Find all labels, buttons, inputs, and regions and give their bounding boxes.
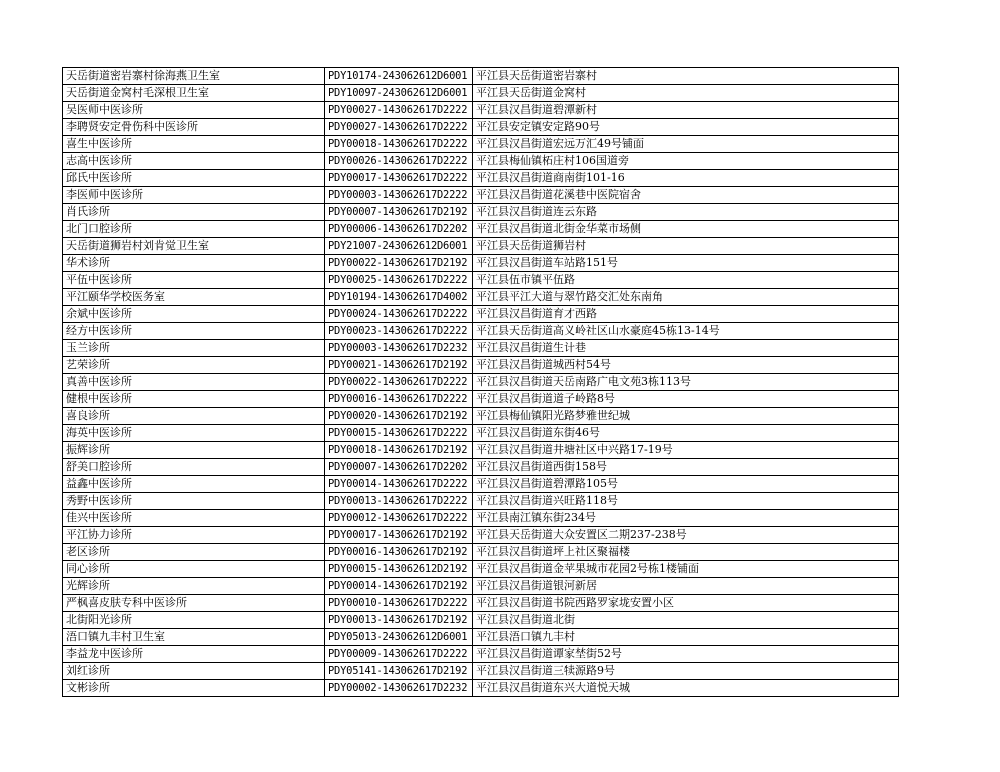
license-code-cell: PDY05013-243062612D6001 bbox=[325, 629, 473, 646]
institution-name-cell: 益鑫中医诊所 bbox=[63, 476, 325, 493]
address-cell: 平江县汉昌街道商南街101-16 bbox=[473, 170, 899, 187]
license-code-cell: PDY00015-143062612D2192 bbox=[325, 561, 473, 578]
address-cell: 平江县汉昌街道育才西路 bbox=[473, 306, 899, 323]
address-cell: 平江县汉昌街道碧潭路105号 bbox=[473, 476, 899, 493]
table-row bbox=[63, 578, 899, 595]
address-cell: 平江县汉昌街道碧潭新村 bbox=[473, 102, 899, 119]
license-code-cell: PDY00017-143062617D2222 bbox=[325, 170, 473, 187]
address-cell: 平江县天岳街道金窝村 bbox=[473, 85, 899, 102]
license-code-cell: PDY00021-143062617D2192 bbox=[325, 357, 473, 374]
institution-name-cell: 余斌中医诊所 bbox=[63, 306, 325, 323]
address-cell: 平江县汉昌街道兴旺路118号 bbox=[473, 493, 899, 510]
address-cell: 平江县汉昌街道西街158号 bbox=[473, 459, 899, 476]
license-code-cell: PDY00023-143062617D2222 bbox=[325, 323, 473, 340]
institution-name-cell: 玉兰诊所 bbox=[63, 340, 325, 357]
address-cell: 平江县汉昌街道东兴大道悦天城 bbox=[473, 680, 899, 697]
license-code-cell: PDY00016-143062617D2192 bbox=[325, 544, 473, 561]
table-row bbox=[63, 544, 899, 561]
institution-name-cell: 浯口镇九丰村卫生室 bbox=[63, 629, 325, 646]
address-cell: 平江县天岳街道密岩寨村 bbox=[473, 68, 899, 85]
institution-name-cell: 刘红诊所 bbox=[63, 663, 325, 680]
license-code-cell: PDY00018-143062617D2192 bbox=[325, 442, 473, 459]
table-row bbox=[63, 510, 899, 527]
address-cell: 平江县安定镇安定路90号 bbox=[473, 119, 899, 136]
institution-name-cell: 志高中医诊所 bbox=[63, 153, 325, 170]
institution-name-cell: 平伍中医诊所 bbox=[63, 272, 325, 289]
table-row bbox=[63, 204, 899, 221]
table-row bbox=[63, 136, 899, 153]
table-row bbox=[63, 629, 899, 646]
table-row bbox=[63, 391, 899, 408]
table-row bbox=[63, 527, 899, 544]
license-code-cell: PDY00015-143062617D2222 bbox=[325, 425, 473, 442]
license-code-cell: PDY00024-143062617D2222 bbox=[325, 306, 473, 323]
address-cell: 平江县汉昌街道北街 bbox=[473, 612, 899, 629]
license-code-cell: PDY10097-243062612D6001 bbox=[325, 85, 473, 102]
address-cell: 平江县汉昌街道连云东路 bbox=[473, 204, 899, 221]
institution-name-cell: 健根中医诊所 bbox=[63, 391, 325, 408]
institution-name-cell: 喜生中医诊所 bbox=[63, 136, 325, 153]
table-row bbox=[63, 323, 899, 340]
institution-name-cell: 天岳街道密岩寨村徐海燕卫生室 bbox=[63, 68, 325, 85]
license-code-cell: PDY00014-143062617D2192 bbox=[325, 578, 473, 595]
institution-name-cell: 天岳街道狮岩村刘肯觉卫生室 bbox=[63, 238, 325, 255]
table-row bbox=[63, 442, 899, 459]
address-cell: 平江县浯口镇九丰村 bbox=[473, 629, 899, 646]
address-cell: 平江县天岳街道大众安置区二期237-238号 bbox=[473, 527, 899, 544]
institution-name-cell: 吴医师中医诊所 bbox=[63, 102, 325, 119]
license-code-cell: PDY00007-143062617D2192 bbox=[325, 204, 473, 221]
table-row bbox=[63, 153, 899, 170]
license-code-cell: PDY00007-143062617D2202 bbox=[325, 459, 473, 476]
table-row bbox=[63, 680, 899, 697]
license-code-cell: PDY00006-143062617D2202 bbox=[325, 221, 473, 238]
table-row bbox=[63, 85, 899, 102]
table-row bbox=[63, 170, 899, 187]
institution-name-cell: 舒美口腔诊所 bbox=[63, 459, 325, 476]
table-row bbox=[63, 289, 899, 306]
institution-name-cell: 老区诊所 bbox=[63, 544, 325, 561]
license-code-cell: PDY00017-143062617D2192 bbox=[325, 527, 473, 544]
table-row bbox=[63, 221, 899, 238]
institution-name-cell: 秀野中医诊所 bbox=[63, 493, 325, 510]
table-row bbox=[63, 408, 899, 425]
institution-name-cell: 严枫喜皮肤专科中医诊所 bbox=[63, 595, 325, 612]
institution-name-cell: 文彬诊所 bbox=[63, 680, 325, 697]
license-code-cell: PDY00027-143062617D2222 bbox=[325, 102, 473, 119]
table-row bbox=[63, 102, 899, 119]
license-code-cell: PDY00027-143062617D2222 bbox=[325, 119, 473, 136]
address-cell: 平江县汉昌街道三犊源路9号 bbox=[473, 663, 899, 680]
license-code-cell: PDY00022-143062617D2192 bbox=[325, 255, 473, 272]
address-cell: 平江县天岳街道高义岭社区山水豪庭45栋13-14号 bbox=[473, 323, 899, 340]
table-row bbox=[63, 561, 899, 578]
table-row bbox=[63, 459, 899, 476]
institution-name-cell: 天岳街道金窝村毛深根卫生室 bbox=[63, 85, 325, 102]
institution-name-cell: 李医师中医诊所 bbox=[63, 187, 325, 204]
license-code-cell: PDY00009-143062617D2222 bbox=[325, 646, 473, 663]
address-cell: 平江县平江大道与翠竹路交汇处东南角 bbox=[473, 289, 899, 306]
license-code-cell: PDY00013-143062617D2222 bbox=[325, 493, 473, 510]
institution-name-cell: 李聘贤安定骨伤科中医诊所 bbox=[63, 119, 325, 136]
institution-name-cell: 华术诊所 bbox=[63, 255, 325, 272]
address-cell: 平江县汉昌街道金苹果城市花园2号栋1楼铺面 bbox=[473, 561, 899, 578]
institution-name-cell: 李益龙中医诊所 bbox=[63, 646, 325, 663]
license-code-cell: PDY00014-143062617D2222 bbox=[325, 476, 473, 493]
license-code-cell: PDY00016-143062617D2222 bbox=[325, 391, 473, 408]
institution-name-cell: 平江协力诊所 bbox=[63, 527, 325, 544]
institution-name-cell: 振辉诊所 bbox=[63, 442, 325, 459]
address-cell: 平江县汉昌街道东街46号 bbox=[473, 425, 899, 442]
table-row bbox=[63, 119, 899, 136]
license-code-cell: PDY00002-143062617D2232 bbox=[325, 680, 473, 697]
address-cell: 平江县汉昌街道北街金华菜市场侧 bbox=[473, 221, 899, 238]
address-cell: 平江县汉昌街道天岳南路广电文苑3栋113号 bbox=[473, 374, 899, 391]
address-cell: 平江县汉昌街道花溪巷中医院宿舍 bbox=[473, 187, 899, 204]
table-row bbox=[63, 272, 899, 289]
table-row bbox=[63, 187, 899, 204]
table-row bbox=[63, 595, 899, 612]
address-cell: 平江县汉昌街道宏远万汇49号铺面 bbox=[473, 136, 899, 153]
table-row bbox=[63, 646, 899, 663]
license-code-cell: PDY10174-243062612D6001 bbox=[325, 68, 473, 85]
license-code-cell: PDY00003-143062617D2222 bbox=[325, 187, 473, 204]
address-cell: 平江县汉昌街道城西村54号 bbox=[473, 357, 899, 374]
license-code-cell: PDY00018-143062617D2222 bbox=[325, 136, 473, 153]
table-row bbox=[63, 340, 899, 357]
license-code-cell: PDY00013-143062617D2192 bbox=[325, 612, 473, 629]
institution-name-cell: 平江颐华学校医务室 bbox=[63, 289, 325, 306]
institution-name-cell: 海英中医诊所 bbox=[63, 425, 325, 442]
license-code-cell: PDY00025-143062617D2222 bbox=[325, 272, 473, 289]
address-cell: 平江县汉昌街道谭家埜街52号 bbox=[473, 646, 899, 663]
institution-name-cell: 经方中医诊所 bbox=[63, 323, 325, 340]
address-cell: 平江县汉昌街道书院西路罗家垅安置小区 bbox=[473, 595, 899, 612]
institution-name-cell: 肖氏诊所 bbox=[63, 204, 325, 221]
institution-table bbox=[62, 67, 899, 697]
table-row bbox=[63, 68, 899, 85]
license-code-cell: PDY00012-143062617D2222 bbox=[325, 510, 473, 527]
license-code-cell: PDY00022-143062617D2222 bbox=[325, 374, 473, 391]
institution-name-cell: 喜良诊所 bbox=[63, 408, 325, 425]
license-code-cell: PDY21007-243062612D6001 bbox=[325, 238, 473, 255]
address-cell: 平江县汉昌街道生计巷 bbox=[473, 340, 899, 357]
address-cell: 平江县汉昌街道车站路151号 bbox=[473, 255, 899, 272]
table-row bbox=[63, 425, 899, 442]
institution-name-cell: 北街阳光诊所 bbox=[63, 612, 325, 629]
institution-table-body bbox=[63, 68, 899, 697]
license-code-cell: PDY00010-143062617D2222 bbox=[325, 595, 473, 612]
table-row bbox=[63, 255, 899, 272]
institution-name-cell: 真善中医诊所 bbox=[63, 374, 325, 391]
institution-name-cell: 佳兴中医诊所 bbox=[63, 510, 325, 527]
license-code-cell: PDY00026-143062617D2222 bbox=[325, 153, 473, 170]
address-cell: 平江县天岳街道狮岩村 bbox=[473, 238, 899, 255]
license-code-cell: PDY05141-143062617D2192 bbox=[325, 663, 473, 680]
address-cell: 平江县汉昌街道坪上社区聚福楼 bbox=[473, 544, 899, 561]
institution-name-cell: 北门口腔诊所 bbox=[63, 221, 325, 238]
table-row bbox=[63, 612, 899, 629]
address-cell: 平江县汉昌街道道子岭路8号 bbox=[473, 391, 899, 408]
institution-name-cell: 艺荣诊所 bbox=[63, 357, 325, 374]
license-code-cell: PDY00020-143062617D2192 bbox=[325, 408, 473, 425]
address-cell: 平江县梅仙镇阳光路梦雅世纪城 bbox=[473, 408, 899, 425]
address-cell: 平江县汉昌街道银河新居 bbox=[473, 578, 899, 595]
table-row bbox=[63, 357, 899, 374]
address-cell: 平江县梅仙镇柘庄村106国道旁 bbox=[473, 153, 899, 170]
table-row bbox=[63, 493, 899, 510]
institution-name-cell: 同心诊所 bbox=[63, 561, 325, 578]
address-cell: 平江县南江镇东街234号 bbox=[473, 510, 899, 527]
table-row bbox=[63, 374, 899, 391]
address-cell: 平江县伍市镇平伍路 bbox=[473, 272, 899, 289]
license-code-cell: PDY00003-143062617D2232 bbox=[325, 340, 473, 357]
table-row bbox=[63, 306, 899, 323]
table-row bbox=[63, 238, 899, 255]
table-row bbox=[63, 476, 899, 493]
institution-name-cell: 邱氏中医诊所 bbox=[63, 170, 325, 187]
address-cell: 平江县汉昌街道井塘社区中兴路17-19号 bbox=[473, 442, 899, 459]
institution-name-cell: 光辉诊所 bbox=[63, 578, 325, 595]
license-code-cell: PDY10194-143062617D4002 bbox=[325, 289, 473, 306]
table-row bbox=[63, 663, 899, 680]
